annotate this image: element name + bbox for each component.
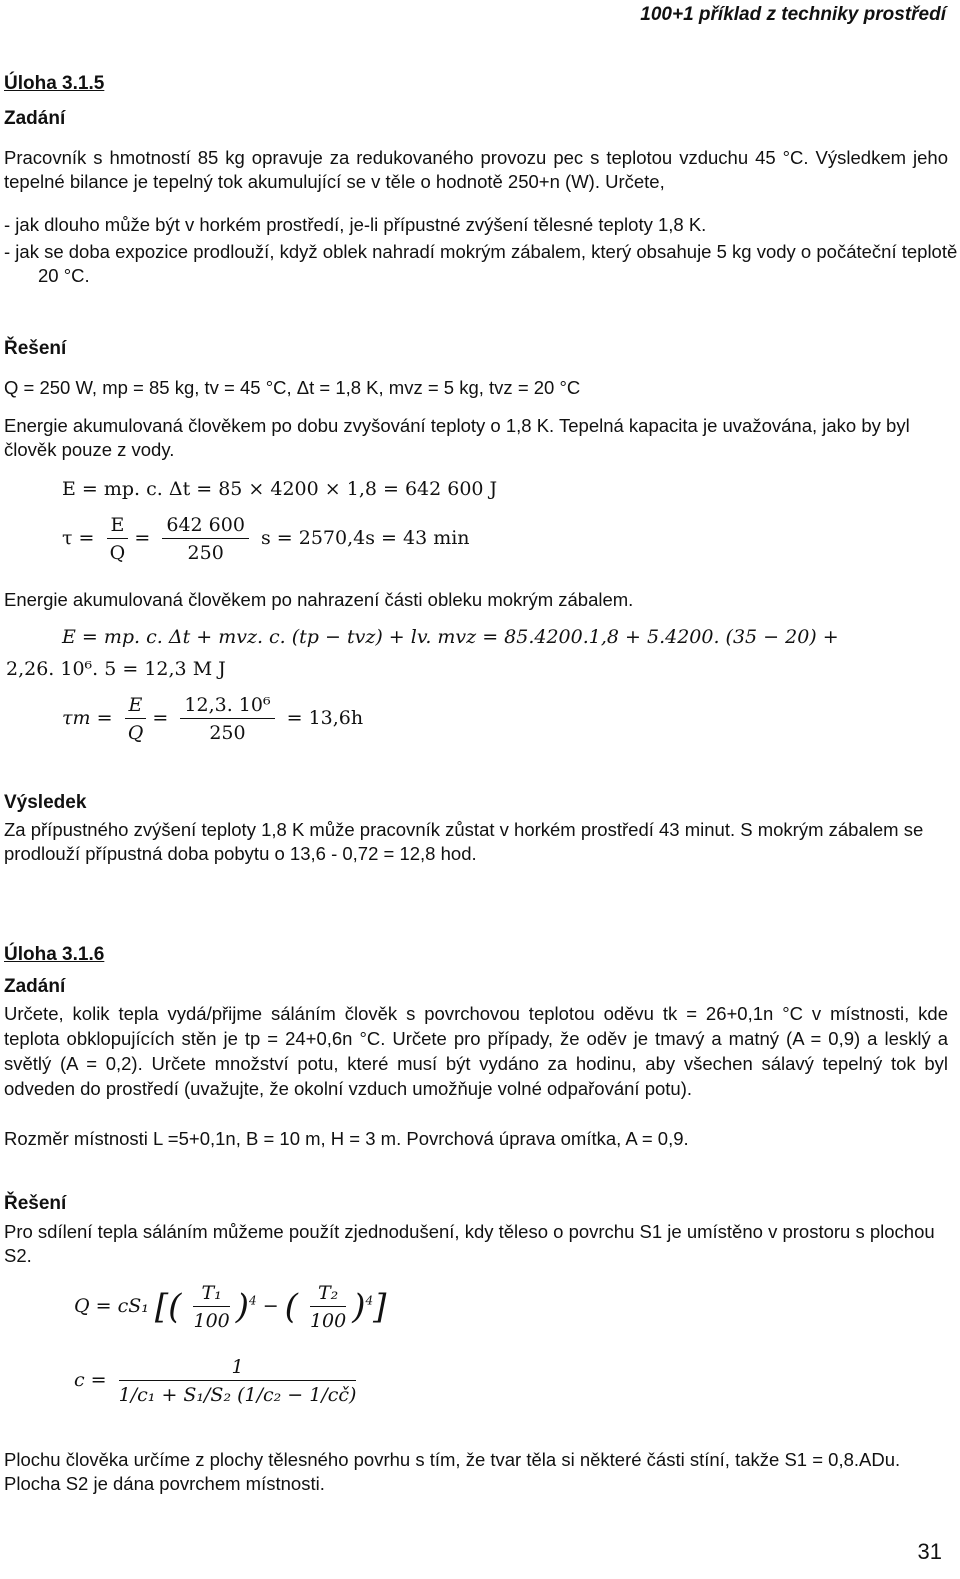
equation-radiation-lhs: Q = cS₁ xyxy=(74,1295,149,1317)
task1-paragraph-2: Energie akumulovaná člověkem po dobu zvyšování teploty o 1,8 K. Tepelná kapacita je uvažována, jako by byl člověk pouze z vody. xyxy=(4,415,910,460)
fraction-numerator: 12,3. 10⁶ xyxy=(180,694,274,719)
equation-radiation: Q = cS₁ [( $\frac{\text{T₁}}{100}$ )$^4$ − ( $\frac{\text{T₂}}{100}$ )$^4$] xyxy=(74,1282,387,1332)
fraction-denominator: 100 xyxy=(309,1310,347,1332)
fraction-numerator: 1 xyxy=(119,1356,357,1381)
task2-paragraph-2: Rozměr místnosti L =5+0,1n, B = 10 m, H = 3 m. Povrchová úprava omítka, A = 0,9. xyxy=(4,1128,689,1149)
task1-paragraph-3: Energie akumulovaná člověkem po nahrazení části obleku mokrým zábalem. xyxy=(4,589,634,610)
equation-c-lhs: c = xyxy=(74,1369,107,1391)
task1-given-values: Q = 250 W, mp = 85 kg, tv = 45 °C, Δt = 1,8 K, mvz = 5 kg, tvz = 20 °C xyxy=(4,377,581,398)
fraction-denominator: 100 xyxy=(193,1310,230,1332)
task1-title: Úloha 3.1.5 xyxy=(4,73,105,94)
bracket-open: [( xyxy=(154,1287,182,1327)
equation-tau-m-rhs: = 13,6h xyxy=(286,707,364,729)
task2-zadani-heading: Zadání xyxy=(4,976,66,997)
task1-zadani-heading: Zadání xyxy=(4,108,66,129)
equation-tau-lhs: τ = xyxy=(62,527,95,549)
bracket-close: ) xyxy=(352,1287,366,1327)
equation-tau-m: τm = $\frac{E}{Q}$ = $\frac{\text{12,3. 10⁶}}{250}$ = 13,6h xyxy=(62,694,364,744)
fraction-denominator: 1/c₁ + S₁/S₂ (1/c₂ − 1/cč) xyxy=(118,1384,357,1406)
fraction-denominator: 250 xyxy=(209,722,246,744)
fraction-denominator: Q xyxy=(127,722,144,744)
task1-paragraph-1: Pracovník s hmotností 85 kg opravuje za redukovaného provozu pec s teplotou vzduchu 45 °C. Výsledkem jeho tepelné bilance je tepelný tok akumulující se v těle o hodnotě 250+n (W). Určete, xyxy=(4,147,948,192)
task2-reseni-heading: Řešení xyxy=(4,1193,67,1214)
fraction-numerator: T₂ xyxy=(310,1282,346,1307)
task2-paragraph-3: Pro sdílení tepla sáláním můžeme použít zjednodušení, kdy těleso o povrchu S1 je umístěno v prostoru s plochou S2. xyxy=(4,1221,935,1266)
equation-energy: E = mp. c. Δt = 85 × 4200 × 1,8 = 642 600 J xyxy=(62,478,498,500)
task1-reseni-heading: Řešení xyxy=(4,338,67,359)
equation-tau-m-lhs: τm = xyxy=(62,707,113,729)
task1-bullet-2: - jak se doba expozice prodlouží, když oblek nahradí mokrým zábalem, který obsahuje 5 kg vody o počáteční teplotě 20 °C. xyxy=(4,241,958,286)
task1-bullet-1: - jak dlouho může být v horkém prostředí, je-li přípustné zvýšení tělesné teploty 1,8 K. xyxy=(4,214,707,235)
equation-c xyxy=(74,1356,362,1406)
fraction-numerator: T₁ xyxy=(193,1282,229,1307)
equation-tau-rhs: s = 2570,4s = 43 min xyxy=(261,527,470,549)
task1-vysledek-heading: Výsledek xyxy=(4,792,87,813)
task1-result: Za přípustného zvýšení teploty 1,8 K může pracovník zůstat v horkém prostředí 43 minut. S mokrým zábalem se prodlouží přípustná doba pobytu o 13,6 - 0,72 = 12,8 hod. xyxy=(4,819,924,864)
fraction-denominator: Q xyxy=(109,542,126,564)
page-number: 31 xyxy=(917,1539,942,1564)
fraction-numerator: E xyxy=(125,694,147,719)
equation-energy-wet-line-1: E = mp. c. Δt + mvz. c. (tp − tvz) + lv. mvz = 85.4200.1,8 + 5.4200. (35 − 20) + xyxy=(62,626,839,648)
equation-energy-wet-line-2: 2,26. 10⁶. 5 = 12,3 M J xyxy=(6,658,226,680)
fraction-numerator: 642 600 xyxy=(162,514,249,539)
equation-tau: τ = $\frac{E}{Q}$ = $\frac{642 600}{250}$ s = 2570,4s = 43 min xyxy=(62,514,470,564)
fraction-numerator: E xyxy=(107,514,129,539)
task2-paragraph-1: Určete, kolik tepla vydá/přijme sáláním člověk s povrchovou teplotou oděvu tk = 26+0,1n °C v místnosti, kde teplota obklopujících stěn je tp = 24+0,6n °C. Určete pro případy, že oděv je tmavý a matný (A = 0,9) a lesklý a světlý (A = 0,2). Určete množství potu, které musí být vydáno za hodinu, aby všechen sálavý tepelný tok byl odveden do prostředí (uvažujte, že okolní vzduch umožňuje volné odpařování potu). xyxy=(4,1003,948,1099)
paren-open: ( xyxy=(284,1287,298,1327)
task2-paragraph-4: Plochu člověka určíme z plochy tělesného povrhu s tím, že tvar těla si některé části stíní, takže S1 = 0,8.ADu. Plocha S2 je dána povrchem místnosti. xyxy=(4,1449,901,1494)
paren-close: ) xyxy=(235,1287,250,1327)
task2-title: Úloha 3.1.6 xyxy=(4,944,105,965)
running-header: 100+1 příklad z techniky prostředí xyxy=(640,4,946,25)
fraction-denominator: 250 xyxy=(187,542,224,564)
